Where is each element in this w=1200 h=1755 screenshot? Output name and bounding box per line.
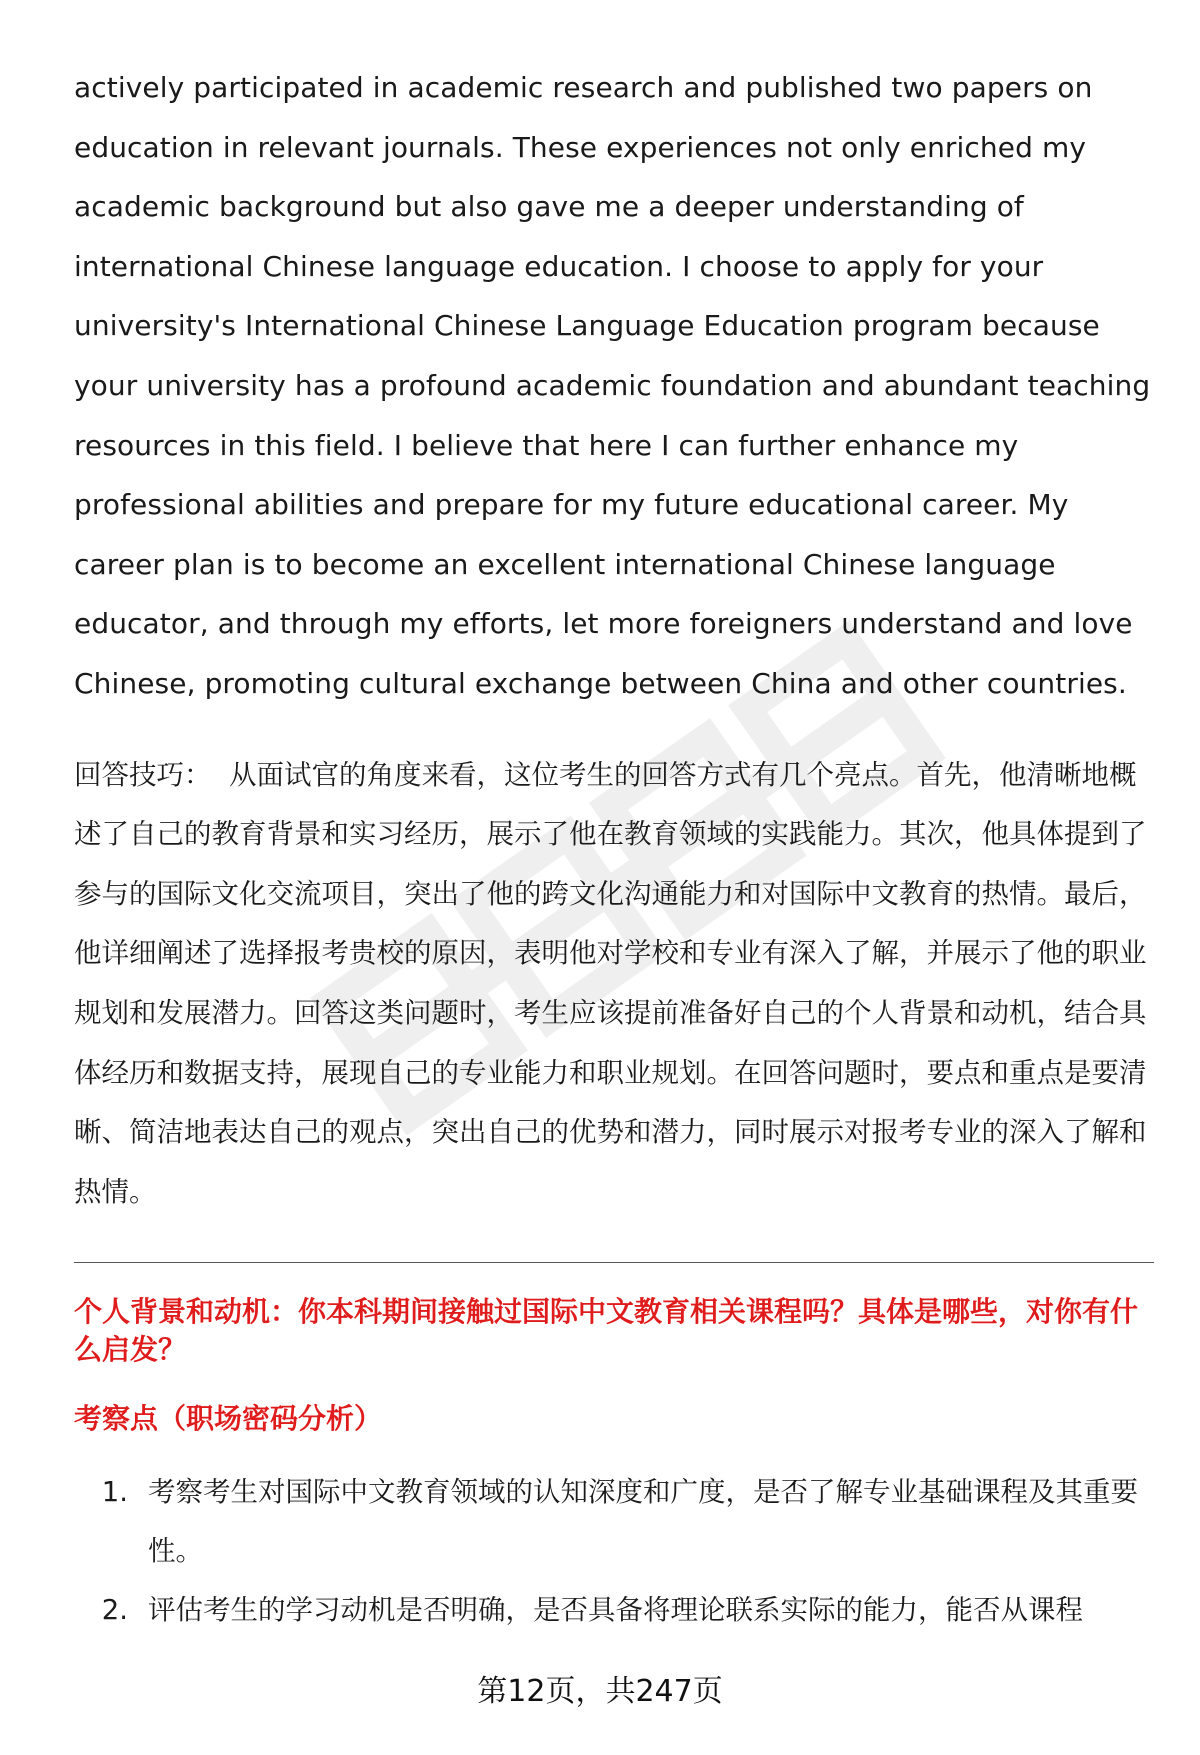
list-item-number: 1.	[101, 1476, 128, 1509]
assessment-points-list	[74, 1463, 1158, 1640]
list-item-text: 考察考生对国际中文教育领域的认知深度和广度，是否了解专业基础课程及其重要性。	[148, 1476, 1138, 1568]
tip-text: 从面试官的角度来看，这位考生的回答方式有几个亮点。首先，他清晰地概述了自己的教育背景和实习经历，展示了他在教育领域的实践能力。其次，他具体提到了参与的国际文化交流项目，突出了他的跨文化沟通能力和对国际中文教育的热情。最后，他详细阐述了选择报考贵校的原因，表明他对学校和专业有深入了解，并展示了他的职业规划和发展潜力。回答这类问题时，考生应该提前准备好自己的个人背景和动机，结合具体经历和数据支持，展现自己的专业能力和职业规划。在回答问题时，要点和重点是要清晰、简洁地表达自己的观点，突出自己的优势和潜力，同时展示对报考专业的深入了解和热情。	[74, 758, 1147, 1208]
english-answer-paragraph: actively participated in academic research and published two papers on education in relevant journals. These experiences not only enriched my academic background but also gave me a deeper understanding of international Chinese language education. I choose to apply for your university's International Chinese Language Education program because your university has a profound academic foundation and abundant teaching resources in this field. I believe that here I can further enhance my professional abilities and prepare for my future educational career. My career plan is to become an excellent international Chinese language educator, and through my efforts, let more foreigners understand and love Chinese, promoting cultural exchange between China and other countries.	[74, 71, 1151, 700]
assessment-subtitle: 考察点（职场密码分析）	[74, 1402, 383, 1436]
list-item	[74, 1463, 1158, 1581]
page-number: 第12页，共247页	[477, 1674, 723, 1709]
list-item	[74, 1581, 1158, 1640]
list-item-number: 2.	[101, 1594, 128, 1627]
answer-tip-paragraph	[74, 746, 1158, 1223]
tip-label: 回答技巧：	[74, 758, 212, 791]
section-divider	[74, 1262, 1154, 1263]
list-item-text: 评估考生的学习动机是否明确，是否具备将理论联系实际的能力，能否从课程	[148, 1594, 1083, 1627]
document-page	[74, 58, 1158, 1640]
question-title: 个人背景和动机：你本科期间接触过国际中文教育相关课程吗？具体是哪些，对你有什么启发？	[74, 1295, 1139, 1367]
